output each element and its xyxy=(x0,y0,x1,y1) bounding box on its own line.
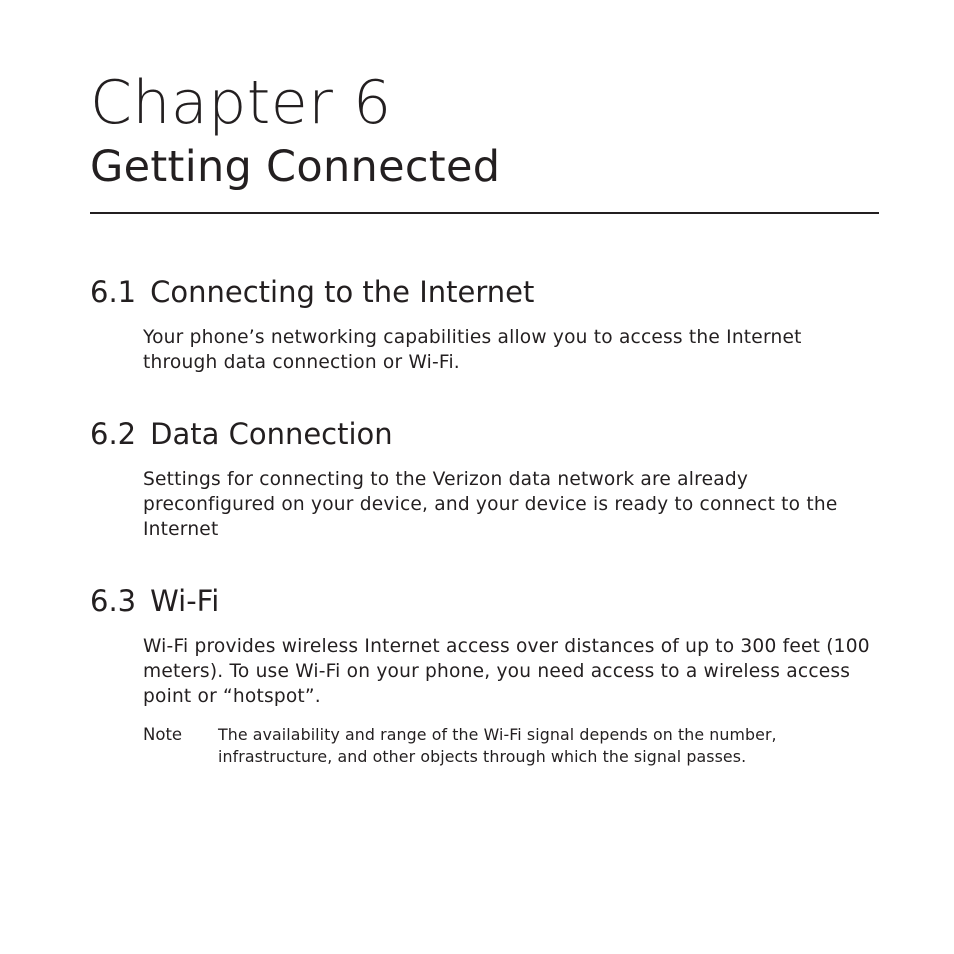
section-number: 6.3 xyxy=(90,584,137,618)
chapter-title: Getting Connected xyxy=(90,142,501,192)
section-heading-6-3 xyxy=(90,583,219,619)
section-title: Wi-Fi xyxy=(150,584,220,618)
section-title: Data Connection xyxy=(150,417,393,451)
chapter-label: Chapter 6 xyxy=(90,68,392,138)
section-number: 6.2 xyxy=(90,417,137,451)
section-title: Connecting to the Internet xyxy=(150,275,535,309)
note-text: The availability and range of the Wi-Fi signal depends on the number, infrastructure, and other objects through which the signal passes. xyxy=(218,725,777,766)
section-number: 6.1 xyxy=(90,275,137,309)
section-heading-6-1 xyxy=(90,274,534,310)
section-body-6-2: Settings for connecting to the Verizon data network are already preconfigured on your device, and your device is ready to connect to the Internet xyxy=(143,469,838,540)
section-heading-6-2 xyxy=(90,416,393,452)
section-body-6-3: Wi-Fi provides wireless Internet access over distances of up to 300 feet (100 meters). To use Wi-Fi on your phone, you need access to a wireless access point or “hotspot”. xyxy=(143,636,870,707)
section-body-6-1: Your phone’s networking capabilities allow you to access the Internet through data connection or Wi-Fi. xyxy=(143,327,802,373)
note-block xyxy=(143,724,879,768)
chapter-divider xyxy=(90,212,879,214)
note-label: Note xyxy=(143,725,183,744)
